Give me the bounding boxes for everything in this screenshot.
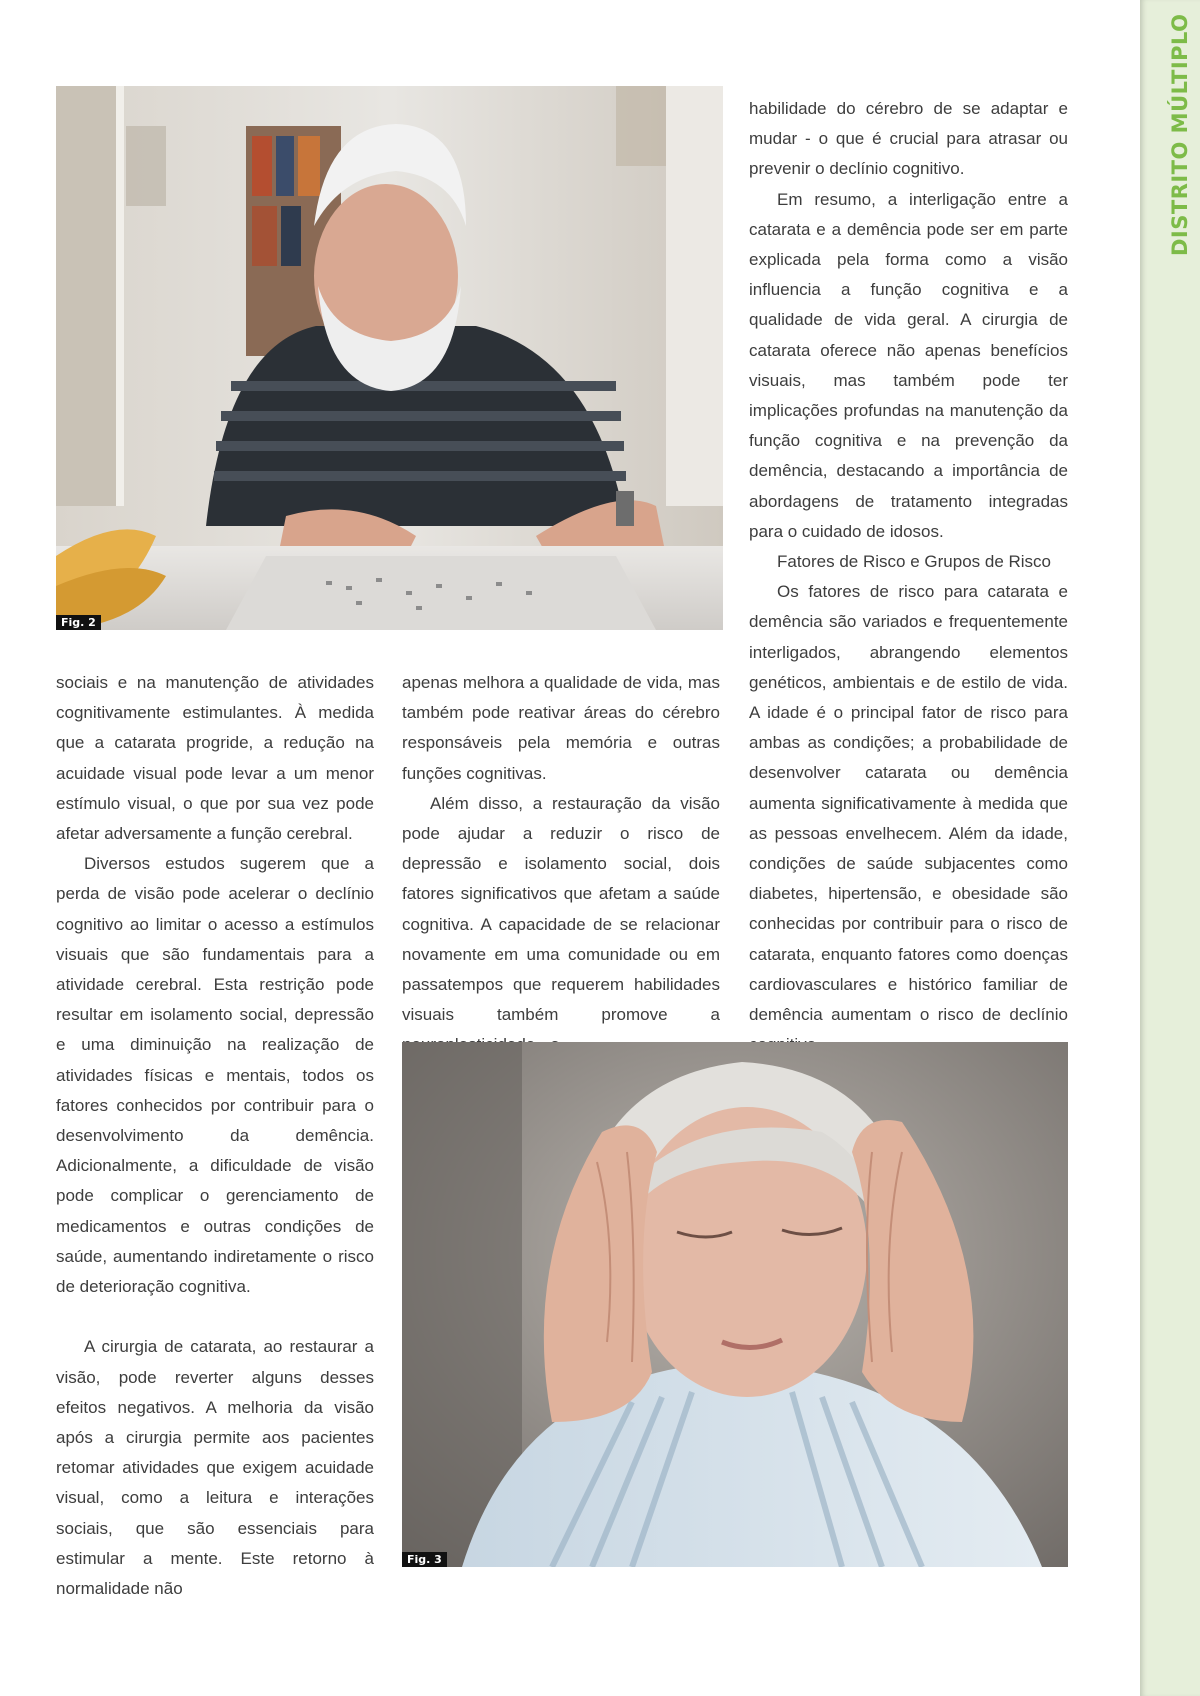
section-heading: Fatores de Risco e Grupos de Risco [777,552,1052,572]
elderly-woman-headache-image [402,1042,1068,1567]
elderly-man-puzzle-image [56,86,723,630]
paragraph: Diversos estudos sugerem que a perda de visão pode acelerar o declínio cognitivo ao limitar o acesso a estímulos visuais que são fundamentais para a atividade cerebral. Esta restrição pode resultar em isolamento social, depressão e uma diminuição na realização de atividades físicas e mentais, todos os fatores conhecidos por contribuir para o desenvolvimento da demência. Adicionalmente, a dificuldade de visão pode complicar o gerenciamento de medicamentos e outras condições de saúde, aumentando indiretamente o risco de deterioração cognitiva. [56,854,374,1297]
paragraph: A cirurgia de catarata, ao restaurar a visão, pode reverter alguns desses efeitos negativos. A melhoria da visão após a cirurgia permite aos pacientes retomar atividades que exigem acuidade visual, como a leitura e interações sociais, que são essenciais para estimular a mente. Este retorno à normalidade não [56,1337,374,1599]
paragraph: Os fatores de risco para catarata e demência são variados e frequentemente interligados, abrangendo elementos genéticos, ambientais e de estilo de vida. A idade é o principal fator de risco para ambas as condições; a probabilidade de desenvolver catarata ou demência aumenta significativamente à medida que as pessoas envelhecem. Além da idade, condições de saúde subjacentes como diabetes, hipertensão, e obesidade são conhecidas por contribuir para o risco de catarata, enquanto fatores como doenças cardiovasculares e histórico familiar de demência aumentam o risco de declínio [749,582,1068,1025]
paragraph: Além disso, a restauração da visão pode ajudar a reduzir o risco de depressão e isolamento social, dois fatores significativos que afetam a saúde cognitiva. A capacidade de se relacionar novamente em uma comunidade ou em passatempos que requerem habilidades visuais também promove a [402,793,720,1025]
section-title: DISTRITO MÚLTIPLO [1168,13,1192,256]
figure-3-photo [402,1042,1068,1567]
paragraph: apenas melhora a qualidade de vida, mas também pode reativar áreas do cérebro responsáveis pela memória e outras funções cognitivas. [402,673,720,783]
text-column-2 [402,668,720,1061]
paragraph: sociais e na manutenção de atividades cognitivamente estimulantes. À medida que a catarata progride, a redução na acuidade visual pode levar a um menor estímulo visual, o que por sua vez pode afetar adversamente a função cerebral. [56,673,374,844]
figure-3-caption: Fig. 3 [402,1552,447,1567]
figure-2-caption: Fig. 2 [56,615,101,630]
figure-2-photo [56,86,723,630]
paragraph: habilidade do cérebro de se adaptar e mudar - o que é crucial para atrasar ou prevenir o declínio cognitivo. [749,99,1068,179]
paragraph: Em resumo, a interligação entre a catarata e a demência pode ser em parte explicada pela forma como a visão influencia a função cognitiva e a qualidade de vida geral. A cirurgia de catarata oferece não apenas benefícios visuais, mas também pode ter implicações profundas na manutenção da função cognitiva e na prevenção da demência, destacando a importância de abordagens de tratamento integradas para o cuidado de idosos. [749,189,1068,541]
text-column-1 [56,668,374,1604]
text-column-3 [749,94,1068,1061]
